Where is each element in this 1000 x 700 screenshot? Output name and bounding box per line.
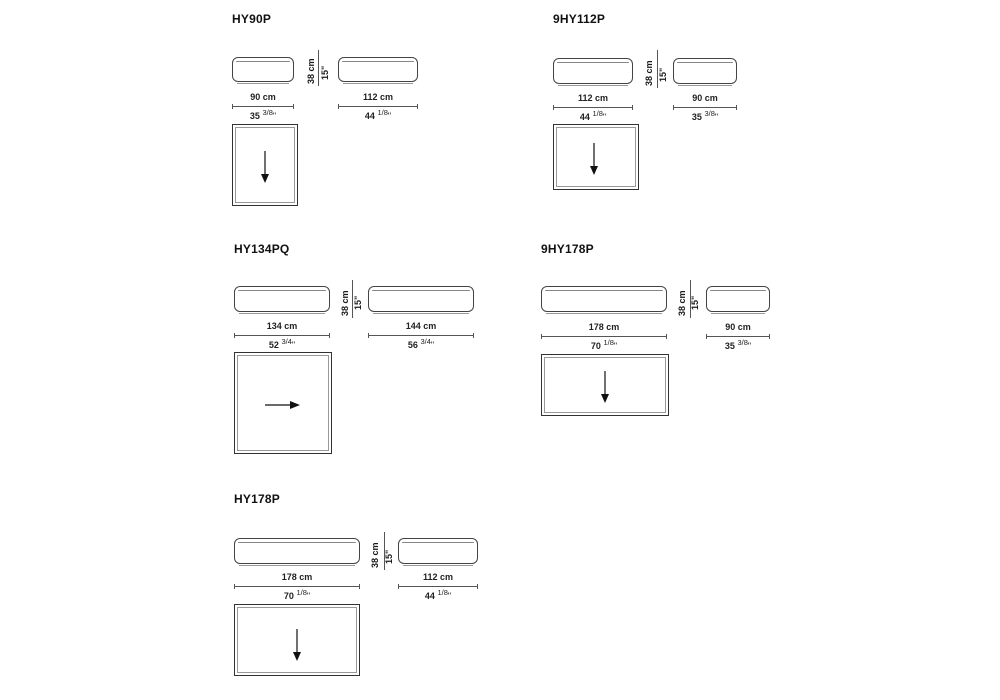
module-title: 9HY112P — [553, 12, 606, 26]
side-elevation — [706, 286, 770, 312]
arrow-down-icon — [258, 150, 272, 184]
arrow-down-icon — [587, 142, 601, 176]
height-cm-label: 38 cm — [306, 58, 316, 84]
depth-in-label: 35 $^{3/8}$" — [691, 109, 719, 122]
height-dimension-line — [318, 50, 319, 86]
width-in-label: 70 $^{1/8}$" — [590, 338, 618, 351]
front-elevation — [553, 58, 633, 84]
width-dimension-line — [553, 107, 633, 108]
side-elevation — [398, 538, 478, 564]
depth-cm-label: 90 cm — [692, 93, 718, 103]
width-in-label: 44 $^{1/8}$" — [579, 109, 607, 122]
arrow-down-icon — [290, 628, 304, 662]
width-dimension-line — [234, 335, 330, 336]
module-title: 9HY178P — [541, 242, 594, 256]
front-elevation — [232, 57, 294, 82]
height-in-label: 15" — [353, 295, 363, 310]
front-elevation — [541, 286, 667, 312]
side-elevation — [368, 286, 474, 312]
width-in-label: 52 $^{3/4}$" — [268, 337, 296, 350]
depth-in-label: 44 $^{1/8}$" — [364, 108, 392, 121]
depth-cm-label: 90 cm — [725, 322, 751, 332]
width-in-label: 70 $^{1/8}$" — [283, 588, 311, 601]
height-cm-label: 38 cm — [370, 542, 380, 568]
side-elevation — [673, 58, 737, 84]
depth-cm-label: 112 cm — [422, 572, 454, 582]
depth-in-label: 44 $^{1/8}$" — [424, 588, 452, 601]
height-in-label: 15" — [690, 295, 700, 310]
height-cm-label: 38 cm — [677, 290, 687, 316]
depth-cm-label: 112 cm — [362, 92, 394, 102]
width-cm-label: 90 cm — [250, 92, 276, 102]
height-cm-label: 38 cm — [644, 60, 654, 86]
height-cm-label: 38 cm — [340, 290, 350, 316]
arrow-down-icon — [598, 370, 612, 404]
depth-dimension-line — [338, 106, 418, 107]
height-in-label: 15" — [384, 549, 394, 564]
height-in-label: 15" — [320, 65, 330, 80]
depth-in-label: 35 $^{3/8}$" — [724, 338, 752, 351]
width-in-label: 35 $^{3/8}$" — [249, 108, 277, 121]
depth-dimension-line — [368, 335, 474, 336]
width-cm-label: 134 cm — [266, 321, 298, 331]
depth-dimension-line — [398, 586, 478, 587]
width-dimension-line — [541, 336, 667, 337]
module-title: HY90P — [232, 12, 272, 26]
width-dimension-line — [234, 586, 360, 587]
width-cm-label: 112 cm — [577, 93, 609, 103]
arrow-right-icon — [264, 398, 302, 412]
depth-cm-label: 144 cm — [405, 321, 437, 331]
height-in-label: 15" — [658, 67, 668, 82]
width-dimension-line — [232, 106, 294, 107]
module-title: HY134PQ — [234, 242, 290, 256]
depth-dimension-line — [706, 336, 770, 337]
depth-dimension-line — [673, 107, 737, 108]
width-cm-label: 178 cm — [588, 322, 620, 332]
side-elevation — [338, 57, 418, 82]
module-title: HY178P — [234, 492, 280, 506]
width-cm-label: 178 cm — [281, 572, 313, 582]
depth-in-label: 56 $^{3/4}$" — [407, 337, 435, 350]
front-elevation — [234, 538, 360, 564]
front-elevation — [234, 286, 330, 312]
